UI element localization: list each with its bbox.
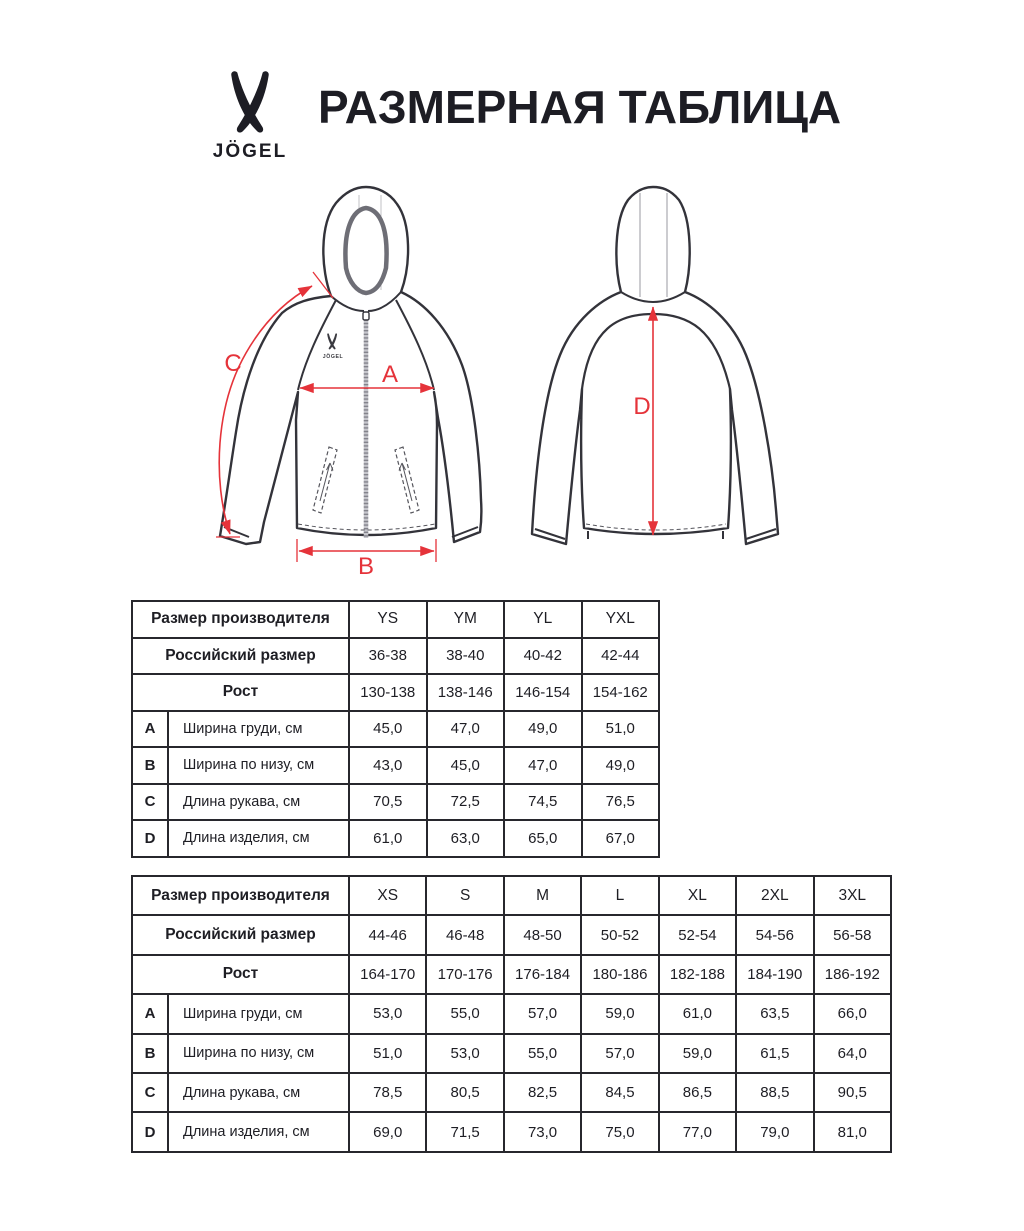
size-code-cell: 3XL [814, 876, 891, 915]
value-cell: 45,0 [349, 711, 427, 748]
jogel-v-icon [226, 70, 274, 134]
size-code-cell: M [504, 876, 581, 915]
value-cell: 53,0 [349, 994, 426, 1033]
value-cell: 65,0 [504, 820, 582, 857]
chest-logo-text: JÖGEL [322, 354, 344, 360]
value-cell: 86,5 [659, 1073, 736, 1112]
measure-label-b: B [357, 553, 375, 580]
measure-label-a: A [381, 361, 399, 388]
value-cell: 40-42 [504, 638, 582, 675]
value-cell: 77,0 [659, 1112, 736, 1151]
value-cell: 55,0 [426, 994, 503, 1033]
value-cell: 49,0 [582, 747, 660, 784]
value-cell: 88,5 [736, 1073, 813, 1112]
brand-logo [208, 70, 292, 163]
jacket-back-diagram [520, 170, 810, 595]
value-cell: 70,5 [349, 784, 427, 821]
meta-row [132, 638, 659, 675]
measure-letter: D [132, 820, 168, 857]
value-cell: 72,5 [427, 784, 505, 821]
hood-opening [345, 208, 386, 293]
row-label: Размер производителя [132, 601, 349, 638]
value-cell: 84,5 [581, 1073, 658, 1112]
row-label: Российский размер [132, 915, 349, 954]
measure-label: Длина рукава, см [168, 784, 349, 821]
value-cell: 69,0 [349, 1112, 426, 1151]
value-cell: 38-40 [427, 638, 505, 675]
value-cell: 176-184 [504, 955, 581, 994]
value-cell: 42-44 [582, 638, 660, 675]
value-cell: 180-186 [581, 955, 658, 994]
value-cell: 59,0 [659, 1034, 736, 1073]
value-cell: 48-50 [504, 915, 581, 954]
value-cell: 186-192 [814, 955, 891, 994]
measure-label-c: C [224, 350, 242, 377]
size-code-cell: YXL [582, 601, 660, 638]
value-cell: 90,5 [814, 1073, 891, 1112]
value-cell: 55,0 [504, 1034, 581, 1073]
value-cell: 76,5 [582, 784, 660, 821]
value-cell: 130-138 [349, 674, 427, 711]
value-cell: 67,0 [582, 820, 660, 857]
value-cell: 50-52 [581, 915, 658, 954]
value-cell: 146-154 [504, 674, 582, 711]
brand-name: JÖGEL [212, 141, 288, 162]
value-cell: 56-58 [814, 915, 891, 954]
value-cell: 80,5 [426, 1073, 503, 1112]
measure-label: Длина изделия, см [168, 1112, 349, 1151]
size-code-cell: L [581, 876, 658, 915]
value-cell: 64,0 [814, 1034, 891, 1073]
size-table-adult [131, 875, 892, 1153]
measure-label: Ширина груди, см [168, 711, 349, 748]
measure-label-d: D [633, 393, 651, 420]
measure-letter: D [132, 1112, 168, 1151]
value-cell: 75,0 [581, 1112, 658, 1151]
value-cell: 63,0 [427, 820, 505, 857]
value-cell: 46-48 [426, 915, 503, 954]
measure-row [132, 820, 659, 857]
row-label: Размер производителя [132, 876, 349, 915]
value-cell: 71,5 [426, 1112, 503, 1151]
size-code-cell: XL [659, 876, 736, 915]
value-cell: 61,0 [349, 820, 427, 857]
measure-row [132, 1034, 891, 1073]
measure-row [132, 747, 659, 784]
value-cell: 59,0 [581, 994, 658, 1033]
value-cell: 51,0 [582, 711, 660, 748]
measure-letter: B [132, 1034, 168, 1073]
value-cell: 170-176 [426, 955, 503, 994]
size-code-cell: 2XL [736, 876, 813, 915]
row-label: Рост [132, 955, 349, 994]
measure-row [132, 784, 659, 821]
row-label: Рост [132, 674, 349, 711]
value-cell: 45,0 [427, 747, 505, 784]
value-cell: 61,5 [736, 1034, 813, 1073]
meta-row [132, 915, 891, 954]
size-table-youth [131, 600, 660, 858]
measure-row [132, 994, 891, 1033]
value-cell: 81,0 [814, 1112, 891, 1151]
value-cell: 66,0 [814, 994, 891, 1033]
page-title: РАЗМЕРНАЯ ТАБЛИЦА [318, 81, 842, 133]
value-cell: 74,5 [504, 784, 582, 821]
value-cell: 43,0 [349, 747, 427, 784]
measure-label: Длина рукава, см [168, 1073, 349, 1112]
value-cell: 73,0 [504, 1112, 581, 1151]
size-code-cell: YS [349, 601, 427, 638]
measure-letter: C [132, 784, 168, 821]
value-cell: 182-188 [659, 955, 736, 994]
size-code-cell: XS [349, 876, 426, 915]
meta-row [132, 674, 659, 711]
size-code-cell: S [426, 876, 503, 915]
jacket-back-outline [532, 187, 778, 544]
value-cell: 78,5 [349, 1073, 426, 1112]
value-cell: 57,0 [581, 1034, 658, 1073]
value-cell: 154-162 [582, 674, 660, 711]
measure-letter: C [132, 1073, 168, 1112]
jacket-front-diagram [200, 170, 520, 595]
value-cell: 82,5 [504, 1073, 581, 1112]
measure-label: Ширина по низу, см [168, 747, 349, 784]
value-cell: 57,0 [504, 994, 581, 1033]
meta-row [132, 876, 891, 915]
measure-row [132, 711, 659, 748]
measure-label: Длина изделия, см [168, 820, 349, 857]
measure-label: Ширина по низу, см [168, 1034, 349, 1073]
measure-letter: A [132, 711, 168, 748]
measure-row [132, 1073, 891, 1112]
value-cell: 184-190 [736, 955, 813, 994]
value-cell: 54-56 [736, 915, 813, 954]
value-cell: 61,0 [659, 994, 736, 1033]
meta-row [132, 955, 891, 994]
value-cell: 51,0 [349, 1034, 426, 1073]
value-cell: 47,0 [504, 747, 582, 784]
value-cell: 79,0 [736, 1112, 813, 1151]
value-cell: 138-146 [427, 674, 505, 711]
value-cell: 49,0 [504, 711, 582, 748]
zipper-pull [363, 312, 369, 320]
value-cell: 164-170 [349, 955, 426, 994]
value-cell: 44-46 [349, 915, 426, 954]
row-label: Российский размер [132, 638, 349, 675]
meta-row [132, 601, 659, 638]
measure-label: Ширина груди, см [168, 994, 349, 1033]
size-code-cell: YL [504, 601, 582, 638]
value-cell: 63,5 [736, 994, 813, 1033]
measure-letter: B [132, 747, 168, 784]
value-cell: 36-38 [349, 638, 427, 675]
value-cell: 53,0 [426, 1034, 503, 1073]
measure-row [132, 1112, 891, 1151]
measure-letter: A [132, 994, 168, 1033]
size-code-cell: YM [427, 601, 505, 638]
value-cell: 47,0 [427, 711, 505, 748]
value-cell: 52-54 [659, 915, 736, 954]
